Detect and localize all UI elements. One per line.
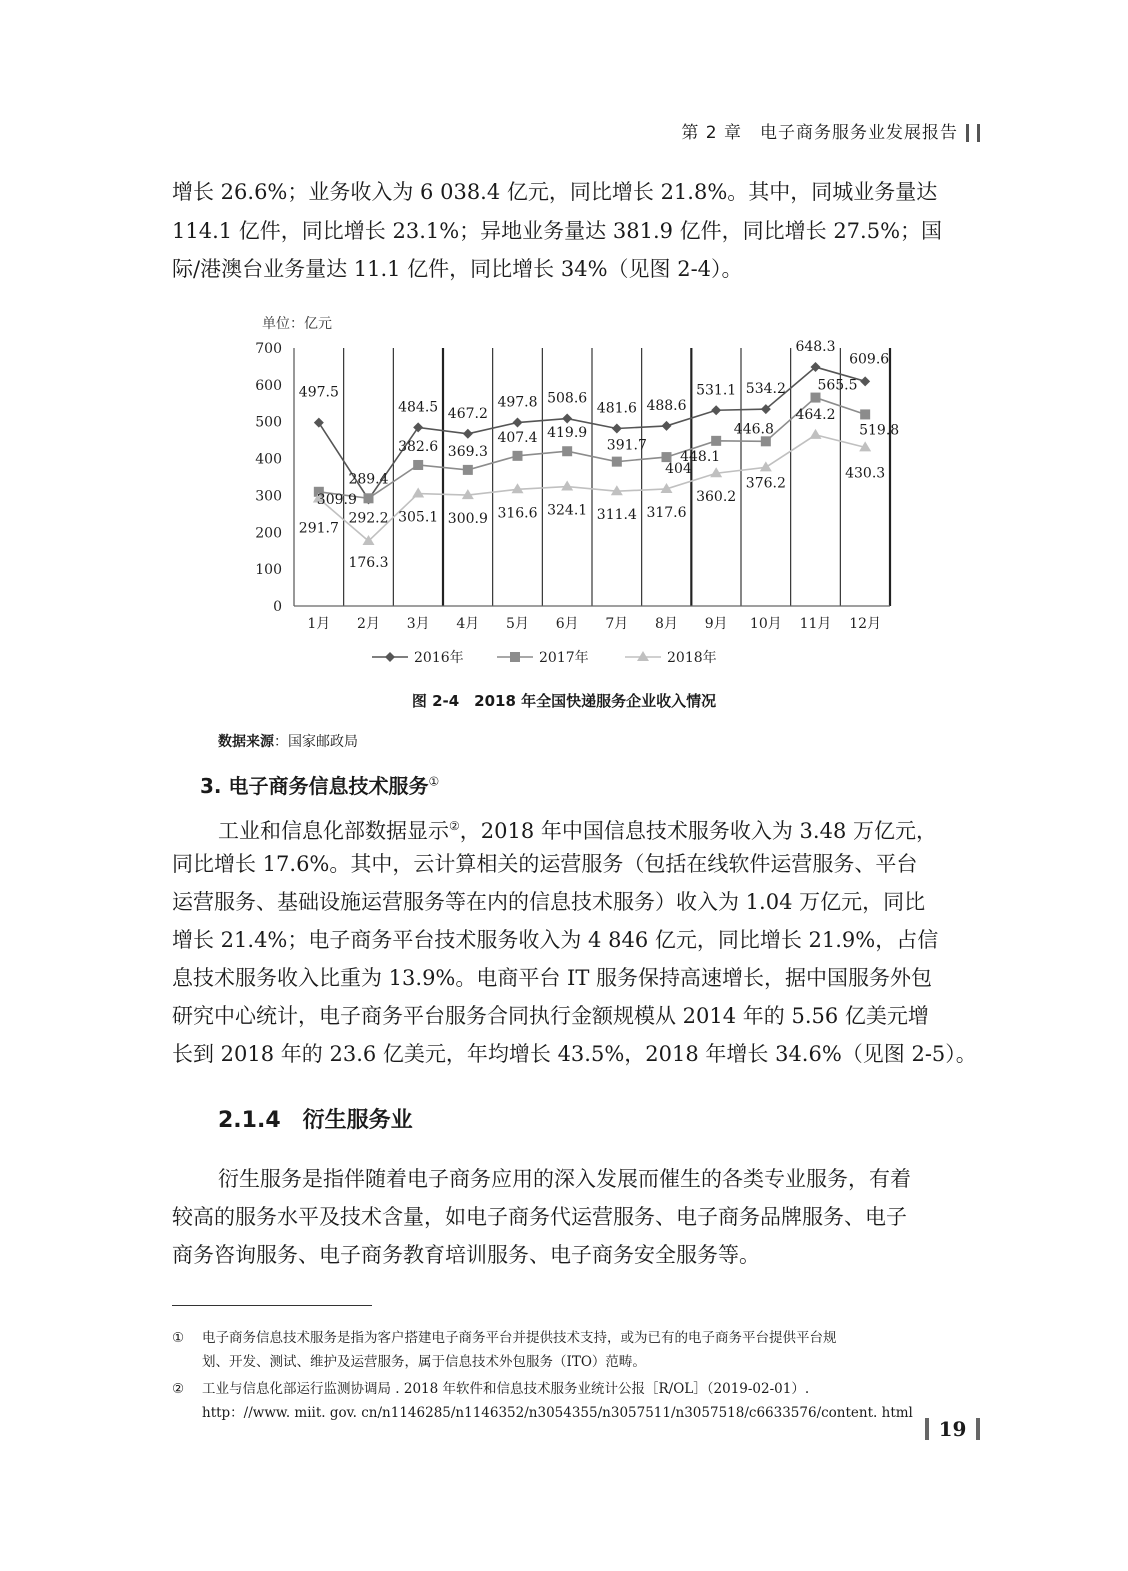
chart-point-2017年 <box>612 457 622 467</box>
chart-point-2016年 <box>612 423 622 433</box>
footnote-2 <box>172 1377 1002 1425</box>
chapter-title: 第 2 章 电子商务服务业发展报告 <box>681 123 958 143</box>
chart-data-label: 407.4 <box>497 429 538 446</box>
chart-point-2018年 <box>561 481 573 491</box>
chart-y-tick-label: 100 <box>255 562 282 579</box>
chart-point-2016年 <box>860 376 870 386</box>
section-214-heading: 2.1.4 衍生服务业 <box>218 1108 413 1133</box>
chart-data-label: 467.2 <box>447 405 488 422</box>
chart-point-2017年 <box>711 436 721 446</box>
chart-data-label: 292.2 <box>348 510 389 527</box>
figure-caption: 图 2-4 2018 年全国快递服务企业收入情况 <box>411 692 717 710</box>
chart-data-label: 565.5 <box>817 377 858 394</box>
chart-x-tick-label: 10月 <box>749 616 782 632</box>
chart-point-2017年 <box>413 460 423 470</box>
page-number: 19 <box>925 1414 980 1444</box>
section-3-line-2: 同比增长 17.6%。其中，云计算相关的运营服务（包括在线软件运营服务、平台 <box>172 852 918 876</box>
chart-data-label: 508.6 <box>547 390 588 407</box>
chart-data-label: 497.5 <box>298 384 339 401</box>
chart-point-2017年 <box>860 409 870 419</box>
chart-point-2018年 <box>810 429 822 439</box>
chart-data-label: 289.4 <box>348 471 389 488</box>
chart-y-tick-label: 200 <box>255 525 282 542</box>
chart-point-2017年 <box>463 465 473 475</box>
data-source <box>218 731 358 751</box>
chart-point-2016年 <box>662 421 672 431</box>
chart-data-label: 305.1 <box>398 509 439 526</box>
chart-data-label: 291.7 <box>298 520 339 537</box>
chart-x-tick-label: 9月 <box>704 616 728 632</box>
chart-data-label: 488.6 <box>646 397 687 414</box>
legend-marker-2016年 <box>385 652 395 662</box>
running-header <box>681 118 980 143</box>
chart-x-tick-label: 6月 <box>555 616 579 632</box>
legend-marker-2018年 <box>637 651 649 661</box>
section-3-line-1-rest: ，2018 年中国信息技术服务收入为 3.48 万亿元， <box>459 819 937 843</box>
footnote-1-line-1: 电子商务信息技术服务是指为客户搭建电子商务平台并提供技术支持，或为已有的电子商务平台提供平台规 <box>202 1330 837 1346</box>
section-3-line-6: 研究中心统计，电子商务平台服务合同执行金额规模从 2014 年的 5.56 亿美元增 <box>172 1004 929 1028</box>
chart-data-label: 324.1 <box>547 502 588 519</box>
chart-point-2018年 <box>412 488 424 498</box>
chart-data-label: 648.3 <box>795 339 836 356</box>
chart-data-label: 531.1 <box>696 382 737 399</box>
section-3-line-5: 息技术服务收入比重为 13.9%。电商平台 IT 服务保持高速增长，据中国服务外包 <box>172 966 933 990</box>
header-bars-icon <box>966 124 980 142</box>
chart-y-tick-label: 700 <box>255 341 282 357</box>
chart-point-2016年 <box>463 429 473 439</box>
chart-data-label: 534.2 <box>745 381 786 398</box>
footnote-1-line-2: 划、开发、测试、维护及运营服务，属于信息技术外包服务（ITO）范畴。 <box>202 1354 646 1370</box>
chart-data-label: 309.9 <box>316 491 357 508</box>
chart-x-tick-label: 11月 <box>799 616 832 632</box>
section-3-line-1 <box>218 808 1030 850</box>
chart-point-2018年 <box>760 461 772 471</box>
chart-data-label: 316.6 <box>497 505 538 522</box>
legend-label-2018年: 2018年 <box>667 650 717 666</box>
chart-point-2017年 <box>761 436 771 446</box>
section-3-line-3: 运营服务、基础设施运营服务等在内的信息技术服务）收入为 1.04 万亿元，同比 <box>172 890 926 914</box>
chart-data-label: 404 <box>665 461 692 478</box>
section-214-line-3: 商务咨询服务、电子商务教育培训服务、电子商务安全服务等。 <box>172 1243 760 1267</box>
chart-data-label: 369.3 <box>447 443 488 460</box>
data-source-value: ：国家邮政局 <box>274 734 358 750</box>
chart-point-2017年 <box>364 493 374 503</box>
data-source-label: 数据来源 <box>218 734 274 750</box>
chart-point-2016年 <box>314 418 324 428</box>
chart-x-tick-label: 2月 <box>357 616 380 632</box>
chart-data-label: 519.8 <box>859 422 900 439</box>
chart-x-tick-label: 3月 <box>406 616 430 632</box>
chart-x-tick-label: 8月 <box>655 616 678 632</box>
chart-data-label: 360.2 <box>696 489 737 506</box>
section-3-line-4: 增长 21.4%；电子商务平台技术服务收入为 4 846 亿元，同比增长 21.9%，占信 <box>172 928 939 952</box>
chart-y-tick-label: 0 <box>273 599 282 615</box>
footnote-2-line-1: 工业与信息化部运行监测协调局 . 2018 年软件和信息技术服务业统计公报［R/OL］（2019-02-01）. <box>202 1381 810 1397</box>
section-3-heading <box>200 770 439 799</box>
intro-line-3: 际/港澳台业务量达 11.1 亿件，同比增长 34%（见图 2-4）。 <box>172 257 743 281</box>
chart-x-tick-label: 12月 <box>849 616 882 632</box>
chart-data-label: 430.3 <box>845 465 886 482</box>
chart-y-tick-label: 300 <box>255 488 282 505</box>
chart-point-2016年 <box>513 418 523 428</box>
chart-data-label: 464.2 <box>795 406 836 423</box>
chart-data-label: 317.6 <box>646 504 687 521</box>
section-3-line-7: 长到 2018 年的 23.6 亿美元，年均增长 43.5%，2018 年增长 34.6%（见图 2-5）。 <box>172 1042 977 1066</box>
chart-point-2016年 <box>562 414 572 424</box>
section-214-line-2: 较高的服务水平及技术含量，如电子商务代运营服务、电子商务品牌服务、电子 <box>172 1205 907 1229</box>
chart-data-label: 497.8 <box>497 394 538 411</box>
chart-data-label: 609.6 <box>849 351 890 368</box>
express-revenue-line-chart <box>0 300 1128 680</box>
chart-y-tick-label: 400 <box>255 451 282 468</box>
intro-line-1: 增长 26.6%；业务收入为 6 038.4 亿元，同比增长 21.8%。其中，同城业务量达 <box>172 180 938 204</box>
footnote-1 <box>172 1326 1002 1374</box>
chart-data-label: 446.8 <box>733 421 774 438</box>
chart-point-2017年 <box>513 451 523 461</box>
chart-point-2017年 <box>562 446 572 456</box>
section-3-line-1-text: 工业和信息化部数据显示 <box>218 819 449 843</box>
chart-data-label: 481.6 <box>596 400 637 417</box>
chart-x-tick-label: 5月 <box>506 616 529 632</box>
chart-x-tick-label: 7月 <box>605 616 629 632</box>
section-214-line-1: 衍生服务是指伴随着电子商务应用的深入发展而催生的各类专业服务，有着 <box>218 1167 911 1191</box>
legend-label-2016年: 2016年 <box>414 650 464 666</box>
chart-data-label: 311.4 <box>596 507 637 524</box>
section-3-title: 3. 电子商务信息技术服务 <box>200 774 429 798</box>
footnote-ref-2: ② <box>449 819 460 833</box>
chart-data-label: 484.5 <box>398 399 439 416</box>
legend-marker-2017年 <box>510 652 520 662</box>
footnote-divider <box>172 1305 372 1306</box>
intro-line-2: 114.1 亿件，同比增长 23.1%；异地业务量达 381.9 亿件，同比增长 27.5%；国 <box>172 219 943 243</box>
footnote-2-line-2: http：//www. miit. gov. cn/n1146285/n1146352/n3054355/n3057511/n3057518/c6633576/content. html <box>202 1405 913 1421</box>
chart-data-label: 300.9 <box>447 511 488 528</box>
chart-data-label: 376.2 <box>745 475 786 492</box>
footnote-1-mark: ① <box>172 1330 185 1346</box>
chart-point-2017年 <box>811 393 821 403</box>
legend-label-2017年: 2017年 <box>539 650 589 666</box>
footnote-ref-1: ① <box>428 774 440 789</box>
chart-unit-label: 单位：亿元 <box>262 316 332 332</box>
chart-point-2016年 <box>711 405 721 415</box>
chart-data-label: 419.9 <box>547 425 588 442</box>
chart-x-tick-label: 1月 <box>307 616 331 632</box>
footnote-2-mark: ② <box>172 1381 185 1397</box>
chart-x-tick-label: 4月 <box>456 616 480 632</box>
chart-point-2016年 <box>413 422 423 432</box>
chart-y-tick-label: 500 <box>255 414 282 431</box>
chart-data-label: 382.6 <box>398 438 439 455</box>
chart-data-label: 391.7 <box>606 437 647 454</box>
chart-data-label: 176.3 <box>348 555 389 572</box>
chart-y-tick-label: 600 <box>255 377 282 394</box>
chart-data-label: 448.1 <box>680 448 721 465</box>
